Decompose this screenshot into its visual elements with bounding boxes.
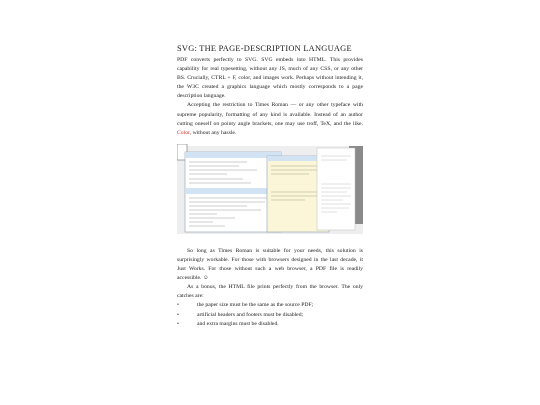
document-preview [317,148,355,230]
paragraph-2-tail: without any hassle. [192,129,237,136]
bullet: • [177,320,179,327]
bullet: • [177,302,179,309]
highlight-row [185,188,281,194]
screenshot-image [177,144,363,236]
paragraph-2 [177,101,363,137]
paragraph-2-text: Accepting the restriction to Times Roman — or any other typeface with supreme popularity, formatting of any kind is available. Instead of an author cutting oneself on pointy angle brackets, one may use troff, TeX, and the like. [177,102,363,127]
list-item-text: artificial headers and footers must be disabled; [197,311,304,318]
list-item [177,320,363,329]
screenshot-figure [177,144,363,236]
list-item [177,311,363,320]
catches-list [177,301,363,328]
list-item-text: and extra margins must be disabled. [197,320,279,327]
section-heading: SVG: THE PAGE-DESCRIPTION LANGUAGE [177,44,352,53]
list-item-text: the paper size must be the same as the source PDF; [197,302,314,309]
list-item [177,301,363,310]
paragraph-4: As a bonus, the HTML file prints perfectly from the browser. The only catches are: [177,284,363,300]
bullet: • [177,311,179,318]
source-panel-header [185,152,281,158]
document-page [177,44,363,329]
color-word: Color, [177,129,192,136]
paragraph-1: PDF converts perfectly to SVG. SVG embeds into HTML. This provides capability for real typesetting, without any JS, much of any CSS, or any other BS. Crucially, CTRL + F, color, and images work. Perhaps without intending it, the W3C created a graphics language which mostly corresponds to a page description language. [177,57,363,100]
paragraph-3: So long as Times Roman is suitable for your needs, this solution is surprisingly workable. For those with browsers designed in the last decade, it Just Works. For those without such a web browser, a PDF file is readily accessible. ☺ [177,247,363,282]
